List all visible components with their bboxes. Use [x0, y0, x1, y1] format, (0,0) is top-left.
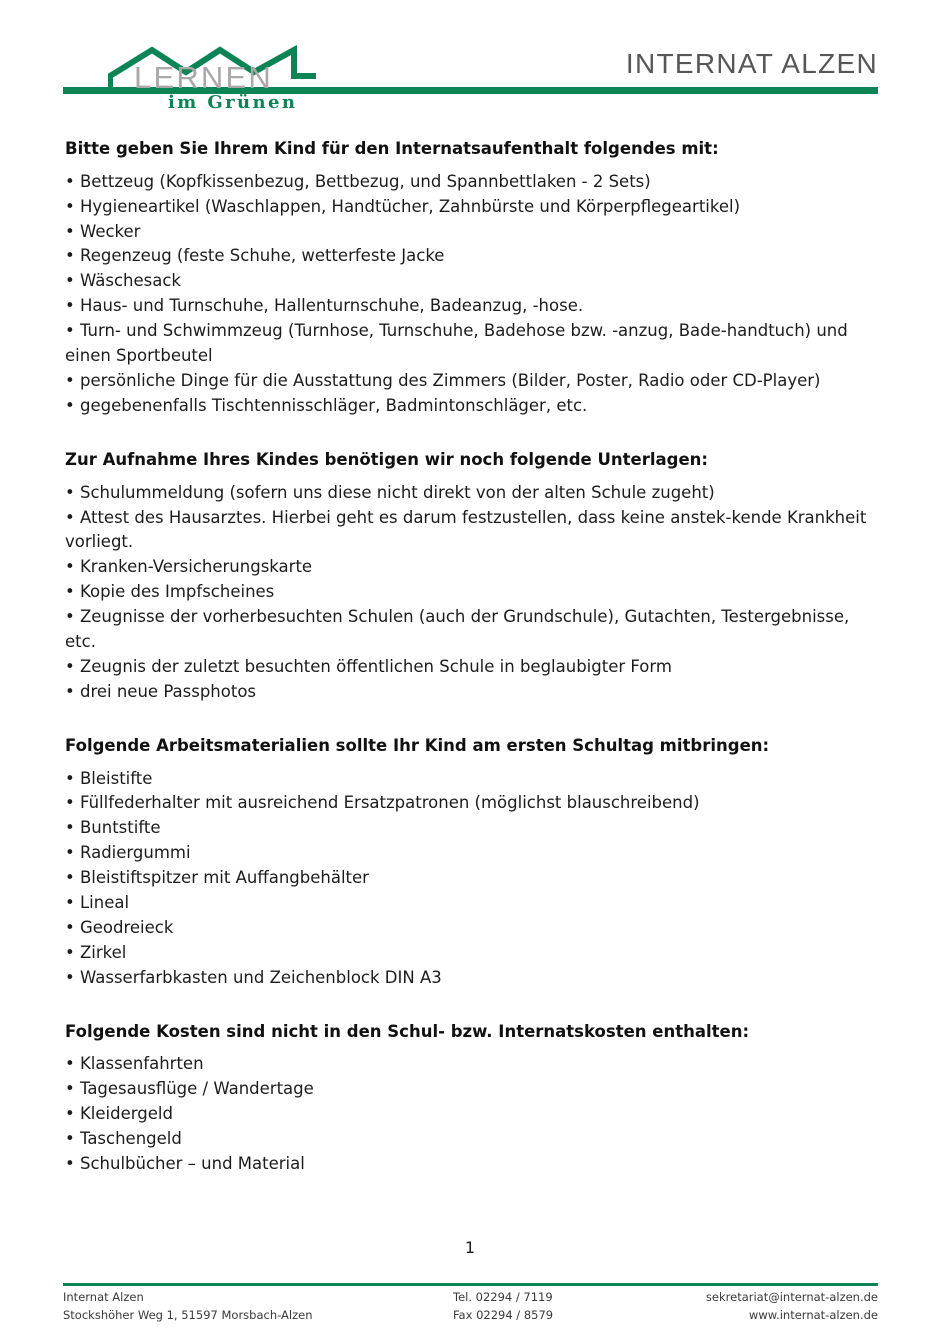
page-number: 1 — [464, 1238, 476, 1257]
footer-online-column — [703, 1289, 878, 1325]
footer-divider-rule — [63, 1283, 878, 1286]
document-body — [65, 138, 880, 1177]
list-item: • Klassenfahrten — [65, 1054, 204, 1074]
section-heading: Zur Aufnahme Ihres Kindes benötigen wir noch folgende Unterlagen: — [65, 449, 708, 469]
section-packing-list — [65, 138, 880, 419]
list-item: • Bleistifte — [65, 768, 153, 788]
list-item: • Zeugnisse der vorherbesuchten Schulen (auch der Grundschule), Gutachten, Testergebnisse, etc. — [65, 607, 850, 652]
list-item: • Bettzeug (Kopfkissenbezug, Bettbezug, und Spannbettlaken - 2 Sets) — [65, 171, 651, 191]
school-logo — [108, 44, 318, 116]
list-item: • Turn- und Schwimmzeug (Turnhose, Turnschuhe, Badehose bzw. -anzug, Bade-handtuch) und einen Sportbeutel — [65, 321, 848, 366]
section-spacer — [65, 705, 880, 735]
list-item: • Taschengeld — [65, 1129, 182, 1149]
footer-email-link[interactable]: sekretariat@internat-alzen.de — [705, 1290, 878, 1304]
list-item: • Kleidergeld — [65, 1104, 173, 1124]
footer-website-link[interactable]: www.internat-alzen.de — [748, 1307, 878, 1322]
logo-word-lernen: LERNEN — [134, 60, 273, 95]
list-item: • Wecker — [65, 221, 141, 241]
list-item: • Haus- und Turnschuhe, Hallenturnschuhe, Badeanzug, -hose. — [65, 296, 584, 316]
list-item: • Füllfederhalter mit ausreichend Ersatzpatronen (möglichst blauschreibend) — [65, 793, 700, 813]
list-item: • persönliche Dinge für die Ausstattung des Zimmers (Bilder, Poster, Radio oder CD-Player) — [65, 371, 821, 391]
list-item: • Kranken-Versicherungskarte — [65, 557, 313, 577]
list-item: • Zeugnis der zuletzt besuchten öffentlichen Schule in beglaubigter Form — [65, 656, 672, 676]
list-item: • drei neue Passphotos — [65, 681, 257, 701]
section-item-list — [65, 1052, 880, 1177]
list-item: • Wasserfarbkasten und Zeichenblock DIN A3 — [65, 967, 442, 987]
page-header — [0, 0, 940, 122]
list-item: • Schulbücher – und Material — [65, 1154, 305, 1174]
list-item: • gegebenenfalls Tischtennisschläger, Badmintonschläger, etc. — [65, 395, 588, 415]
footer-address-column — [63, 1289, 453, 1325]
footer-fax: Fax 02294 / 8579 — [453, 1307, 554, 1322]
list-item: • Wäschesack — [65, 271, 181, 291]
list-item: • Buntstifte — [65, 818, 161, 838]
section-item-list — [65, 767, 880, 991]
section-admission-documents — [65, 449, 880, 705]
section-spacer — [65, 991, 880, 1021]
section-school-supplies — [65, 735, 880, 991]
list-item: • Radiergummi — [65, 843, 191, 863]
list-item: • Zirkel — [65, 942, 127, 962]
list-item: • Geodreieck — [65, 917, 174, 937]
section-item-list — [65, 481, 880, 705]
page-title: INTERNAT ALZEN — [625, 48, 878, 79]
section-heading: Folgende Arbeitsmaterialien sollte Ihr Kind am ersten Schultag mitbringen: — [65, 735, 770, 755]
section-spacer — [65, 419, 880, 449]
page-footer — [63, 1289, 878, 1329]
logo-word-im-gruenen: im Grünen — [168, 92, 298, 113]
section-item-list — [65, 170, 880, 419]
footer-org-name: Internat Alzen — [63, 1290, 144, 1304]
list-item: • Bleistiftspitzer mit Auffangbehälter — [65, 868, 369, 888]
list-item: • Tagesausflüge / Wandertage — [65, 1079, 314, 1099]
section-heading: Folgende Kosten sind nicht in den Schul- bzw. Internatskosten enthalten: — [65, 1021, 750, 1041]
section-heading: Bitte geben Sie Ihrem Kind für den Internatsaufenthalt folgendes mit: — [65, 139, 719, 158]
footer-street-address: Stockshöher Weg 1, 51597 Morsbach-Alzen — [63, 1307, 313, 1322]
list-item: • Kopie des Impfscheines — [65, 582, 275, 602]
footer-contact-column — [453, 1289, 703, 1325]
footer-phone: Tel. 02294 / 7119 — [453, 1290, 553, 1304]
list-item: • Schulummeldung (sofern uns diese nicht direkt von der alten Schule zugeht) — [65, 482, 715, 502]
list-item: • Lineal — [65, 893, 130, 913]
list-item: • Regenzeug (feste Schuhe, wetterfeste Jacke — [65, 246, 445, 266]
list-item: • Attest des Hausarztes. Hierbei geht es darum festzustellen, dass keine anstek-kende Krankheit vorliegt. — [65, 507, 867, 552]
list-item: • Hygieneartikel (Waschlappen, Handtücher, Zahnbürste und Körperpflegeartikel) — [65, 196, 741, 216]
section-extra-costs — [65, 1021, 880, 1177]
